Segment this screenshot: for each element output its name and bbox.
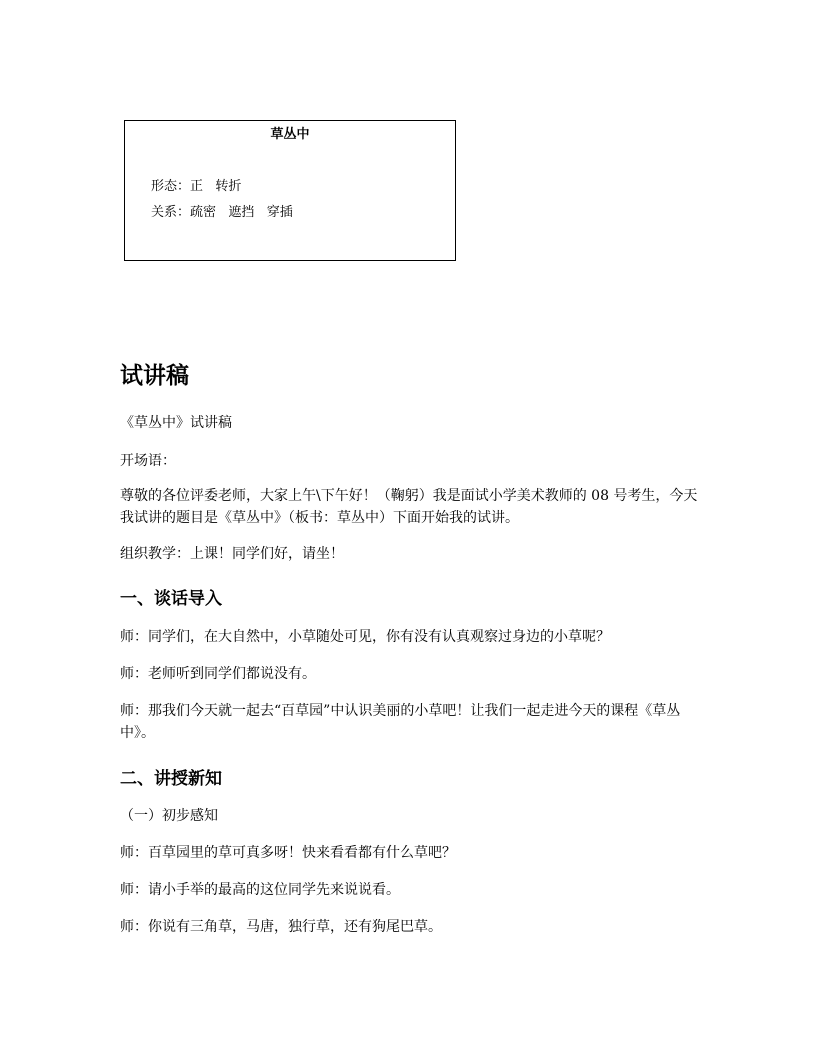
opening-text: 尊敬的各位评委老师，大家上午\下午好！（鞠躬）我是面试小学美术教师的 08 号考生，今天我试讲的题目是《草丛中》（板书：草丛中）下面开始我的试讲。: [120, 488, 698, 526]
blackboard-design-box: [124, 120, 456, 261]
board-relation-line: 关系：疏密 遮挡 穿插: [151, 205, 293, 220]
section1-heading: 一、谈话导入: [120, 589, 222, 609]
section2-line: 师：百草园里的草可真多呀！快来看看都有什么草吧？: [120, 845, 456, 861]
opening-label: 开场语：: [120, 453, 176, 469]
lecture-subtitle: 《草丛中》试讲稿: [120, 415, 232, 431]
section2-line: 师：请小手举的最高的这位同学先来说说看。: [120, 882, 400, 898]
document-title: 试讲稿: [120, 363, 189, 389]
section2-heading: 二、讲授新知: [120, 769, 222, 789]
organize-teaching: 组织教学：上课！同学们好，请坐！: [120, 546, 344, 562]
section1-line: 师：老师听到同学们都说没有。: [120, 666, 316, 682]
section2-subheading: （一）初步感知: [120, 808, 218, 824]
section1-line: 师：那我们今天就一起去“百草园”中认识美丽的小草吧！让我们一起走进今天的课程《草丛中》。: [120, 703, 681, 741]
section1-line: 师：同学们，在大自然中，小草随处可见，你有没有认真观察过身边的小草呢？: [120, 629, 610, 645]
board-title: 草丛中: [270, 127, 310, 142]
section2-line: 师：你说有三角草，马唐，独行草，还有狗尾巴草。: [120, 919, 442, 935]
board-form-line: 形态：正 转折: [151, 179, 242, 194]
